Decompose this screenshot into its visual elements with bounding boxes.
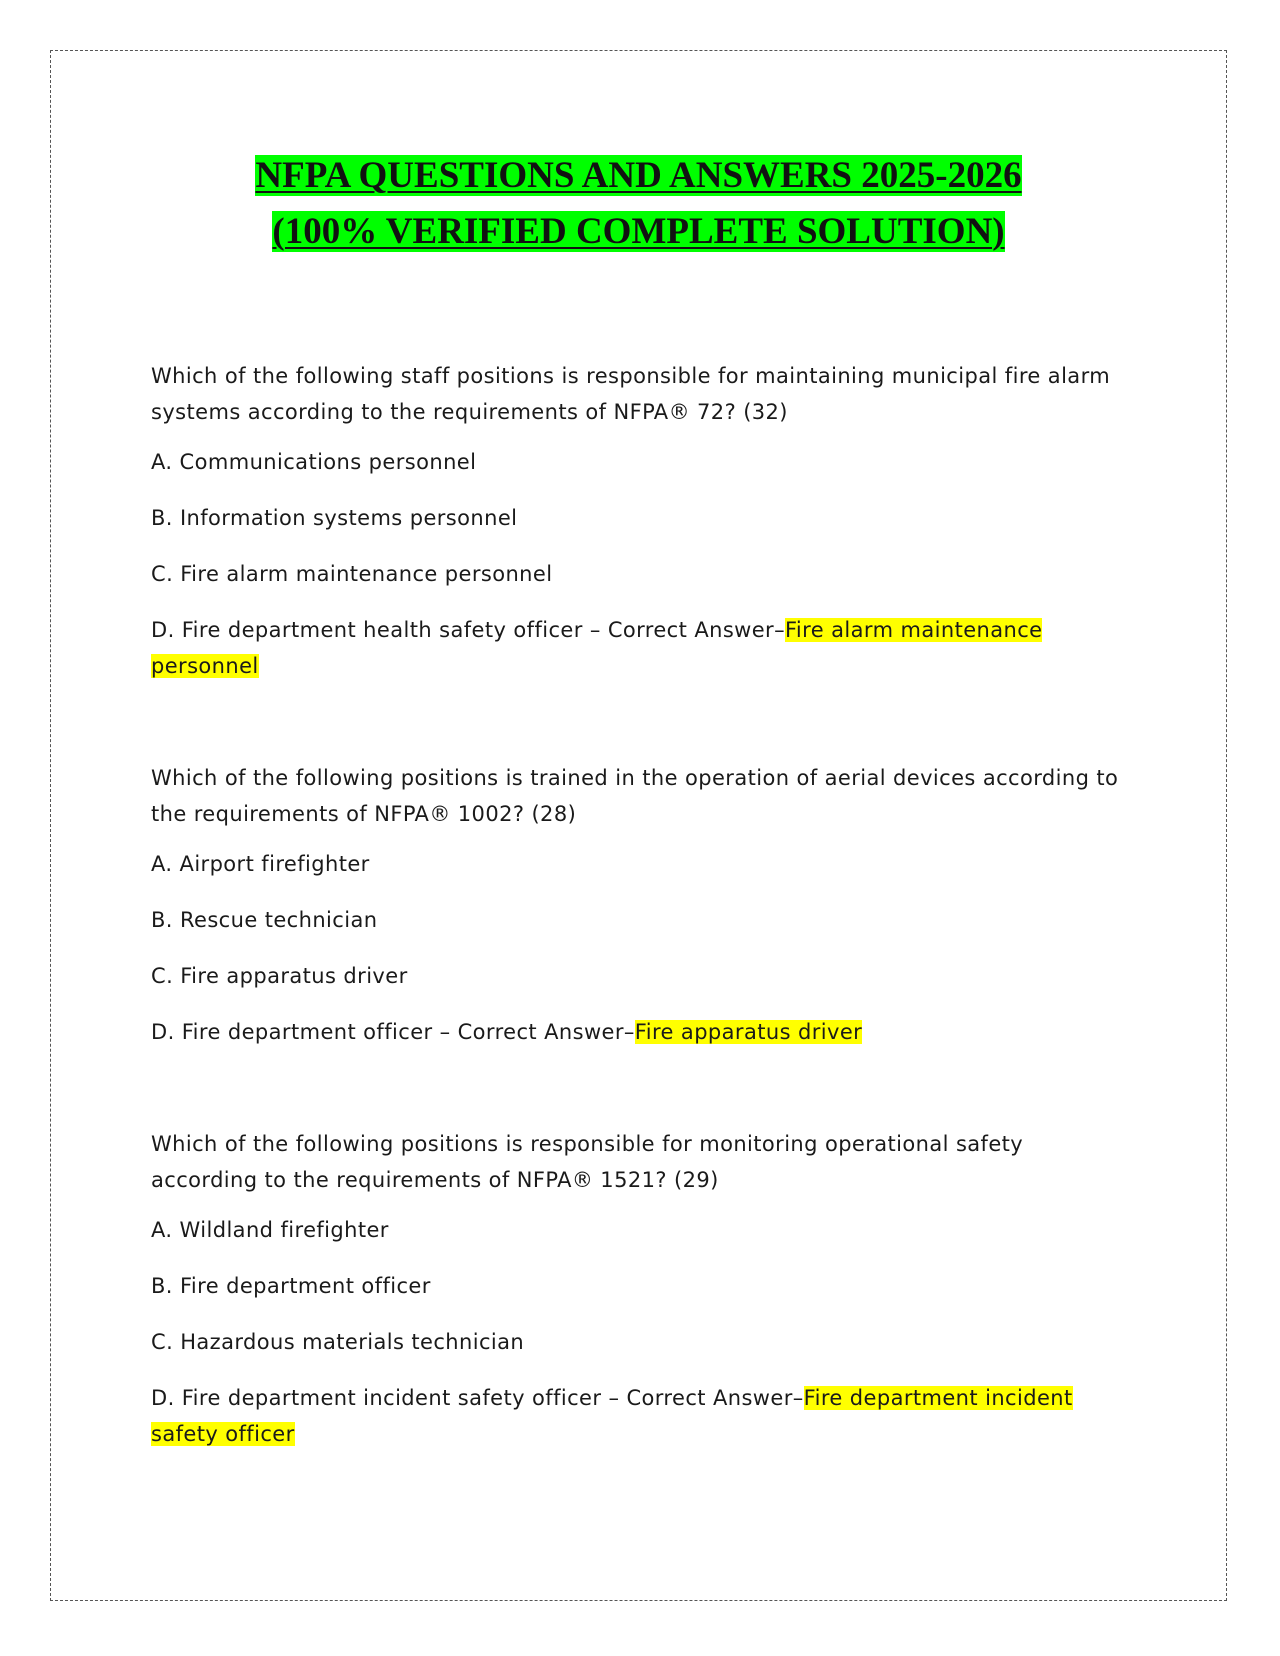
question-block-3 bbox=[151, 1126, 1131, 1452]
option-b: B. Rescue technician bbox=[151, 908, 378, 932]
option-a: A. Communications personnel bbox=[151, 450, 477, 474]
option-d-text: D. Fire department incident safety officer – Correct Answer– bbox=[151, 1386, 804, 1410]
option-a: A. Wildland firefighter bbox=[151, 1218, 389, 1242]
correct-answer-highlight: Fire alarm maintenance personnel bbox=[151, 618, 1043, 678]
option-d-text: D. Fire department health safety officer – Correct Answer– bbox=[151, 618, 785, 642]
option-d bbox=[151, 1380, 1131, 1452]
question-block-1 bbox=[151, 358, 1131, 684]
question-block-2 bbox=[151, 760, 1131, 1050]
option-c: C. Fire apparatus driver bbox=[151, 964, 408, 988]
option-d bbox=[151, 612, 1131, 684]
option-c: C. Fire alarm maintenance personnel bbox=[151, 562, 553, 586]
question-text: Which of the following positions is responsible for monitoring operational safety according to the requirements of NFPA® 1521? (29) bbox=[151, 1132, 1024, 1192]
correct-answer-highlight: Fire apparatus driver bbox=[634, 1020, 863, 1044]
questions-content bbox=[151, 358, 1131, 1528]
option-d bbox=[151, 1014, 1131, 1050]
option-b: B. Fire department officer bbox=[151, 1274, 431, 1298]
question-text: Which of the following positions is trained in the operation of aerial devices according to the requirements of NFPA® 1002? (28) bbox=[151, 766, 1119, 826]
option-a: A. Airport firefighter bbox=[151, 852, 370, 876]
option-d-text: D. Fire department officer – Correct Answer– bbox=[151, 1020, 635, 1044]
title-line-1: NFPA QUESTIONS AND ANSWERS 2025-2026 bbox=[255, 155, 1022, 196]
title-line-2: (100% VERIFIED COMPLETE SOLUTION) bbox=[272, 211, 1005, 252]
correct-answer-highlight: Fire department incident safety officer bbox=[151, 1386, 1073, 1446]
option-b: B. Information systems personnel bbox=[151, 506, 518, 530]
option-c: C. Hazardous materials technician bbox=[151, 1330, 525, 1354]
question-text: Which of the following staff positions is responsible for maintaining municipal fire alarm systems according to the requirements of NFPA® 72? (32) bbox=[151, 364, 1111, 424]
document-title bbox=[50, 148, 1227, 260]
